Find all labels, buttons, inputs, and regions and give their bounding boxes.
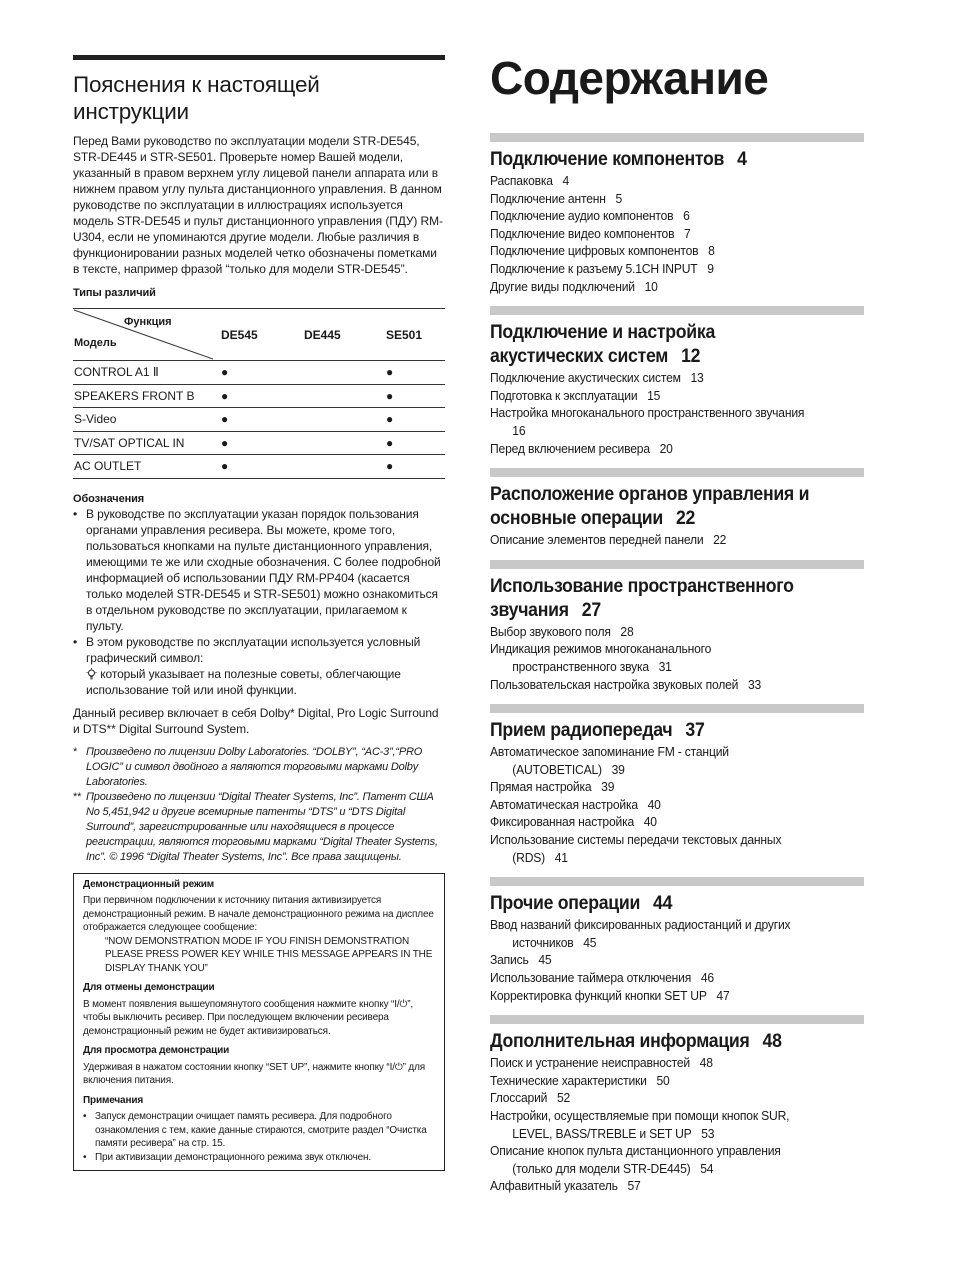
toc-entry-text: Поиск и устранение неисправностей [490,1056,690,1071]
demo-notes-list [83,1110,435,1164]
toc-entry-continuation[interactable] [490,659,886,677]
section-page-number: 4 [737,149,747,170]
toc-section [490,133,864,296]
toc-entry-text: Описание элементов передней панели [490,533,704,548]
table-cell: ● [384,455,445,479]
toc-entry[interactable] [490,1178,863,1196]
toc-entry-text: Подключение видео компонентов [490,226,675,241]
toc-entry[interactable] [490,226,863,244]
toc-entry-page: 57 [627,1179,641,1194]
demo-cancel-text: В момент появления вышеупомянутого сообщения нажмите кнопку “I/⏻”, чтобы выключить ресивер. При последующем включении ресивера демонстрационный режим не будет активизироваться. [83,998,414,1037]
notation-list [73,506,445,698]
table-corner-cell [73,309,213,361]
intro-paragraph: Перед Вами руководство по эксплуатации модели STR-DE545, STR-DE445 и STR-SE501. Проверьте номер Вашей модели, указанный в правом верхнем углу лицевой панели аппарата или в нижнем правом углу пульта дистанционного управления. В данном руководстве по эксплуатации в иллюстрациях используется модель STR-DE545 и пульт дистанционного управления (ПДУ) RM-U304, если не упоминаются другие модели. Любые различия в функционировании разных моделей четко обозначены пометками в тексте, например фразой “только для модели STR-DE545”. [73,134,443,276]
toc-entry-text: Использование таймера отключения [490,971,692,986]
toc-entry[interactable] [490,744,863,762]
differences-table [73,308,445,479]
section-divider-bar [490,704,864,713]
section-page-number: 27 [581,599,601,621]
section-divider-bar [490,468,864,477]
bullet-icon: • [83,1111,87,1122]
section-title[interactable] [490,1030,862,1054]
toc-entry-text: источников [512,935,574,950]
toc-entry-continuation[interactable] [490,850,886,868]
toc-entry-text: Настройка многоканального пространственного звучания [490,406,805,421]
toc-entry[interactable] [490,779,863,797]
section-divider-bar [490,877,864,886]
table-row [73,361,445,385]
toc-sections [490,133,864,1196]
section-title-text: основные операции [490,508,663,530]
demo-view-heading: Для просмотра демонстрации [83,1045,230,1056]
toc-entry[interactable] [490,370,863,388]
footnote-mark: * [73,745,78,758]
row-label: TV/SAT OPTICAL IN [73,431,213,455]
toc-entry-page: 22 [713,533,727,548]
section-title-text: звучания [490,599,569,621]
toc-entry-continuation[interactable] [490,762,886,780]
section-title-text: Использование пространственного [490,575,794,597]
toc-entry-text: Описание кнопок пульта дистанционного управления [490,1144,781,1159]
toc-entry-text: Автоматическое запоминание FM - станций [490,745,729,760]
section-page-number: 44 [653,893,673,915]
section-title[interactable] [490,575,862,623]
list-item [83,1151,435,1165]
toc-entry-text: Глоссарий [490,1091,548,1106]
toc-entry[interactable] [490,191,863,209]
demo-view-text: Удерживая в нажатом состоянии кнопку “SET UP”, нажмите кнопку “I/⏻” для включения питания. [83,1061,426,1086]
toc-entry-text: Ввод названий фиксированных радиостанций и других [490,918,791,933]
toc-entry[interactable] [490,917,863,935]
toc-entry-page: 46 [700,971,714,986]
toc-entry[interactable] [490,405,863,423]
table-cell: ● [384,431,445,455]
toc-entry[interactable] [490,624,863,642]
section-divider-bar [490,1015,864,1024]
notation-text: В этом руководстве по эксплуатации используется условный графический символ: [86,634,421,665]
section-page-number: 12 [681,346,701,368]
left-title-line2: инструкции [73,99,189,124]
demo-message: “NOW DEMONSTRATION MODE IF YOU FINISH DEMONSTRATION PLEASE PRESS POWER KEY WHILE THIS MESSAGE APPEARS IN THE DISPLAY THANK YOU” [105,935,433,974]
toc-entry-page: 48 [699,1056,713,1071]
toc-section [490,877,864,1005]
toc-entry-page: 41 [554,850,568,865]
toc-entry-page: 31 [658,659,672,674]
toc-entry-text: Другие виды подключений [490,279,635,294]
toc-entry-text: Пользовательская настройка звуковых полей [490,677,739,692]
toc-entry-text: Использование системы передачи текстовых данных [490,833,782,848]
table-cell: ● [213,431,304,455]
section-title-text: Прочие операции [490,893,641,915]
toc-entry[interactable] [490,797,863,815]
toc-entry-text: Подключение антенн [490,191,606,206]
left-title [73,71,445,125]
differences-heading: Типы различий [73,287,156,299]
section-page-number: 22 [676,508,696,530]
toc-entry-text: пространственного звука [512,659,649,674]
toc-section [490,704,864,867]
toc-entry[interactable] [490,970,863,988]
toc-entry-page: 33 [747,677,762,692]
footnote-text: Произведено по лицензии Dolby Laboratories. “DOLBY”, “AC-3”,“PRO LOGIC” и символ двойного а являются торговыми марками Dolby Laboratories. [86,745,423,788]
table-cell: ● [213,384,304,408]
toc-entry[interactable] [490,441,863,459]
section-page-number: 37 [685,720,705,742]
toc-entry-page: 39 [601,780,615,795]
toc-entry-page: 45 [538,953,552,968]
corner-function-label: Функция [124,316,172,328]
section-title-text: Прием радиопередач [490,720,673,742]
section-title-text: Подключение и настройка [490,322,716,344]
footnote-dolby [73,745,445,790]
toc-entry-continuation[interactable] [490,1161,886,1179]
demo-mode-box [73,873,445,1172]
toc-entry-page: 50 [656,1073,670,1088]
row-label: AC OUTLET [73,455,213,479]
toc-entry-text: Прямая настройка [490,780,592,795]
bullet-icon: • [83,1151,87,1163]
toc-entry-page: 40 [647,797,661,812]
table-cell: ● [384,408,445,432]
table-header-row [73,309,445,361]
section-title[interactable] [490,719,862,743]
toc-entry-text: Подключение к разъему 5.1CH INPUT [490,261,698,276]
toc-entry[interactable] [490,532,863,550]
toc-entry[interactable] [490,243,863,261]
notation-text: который указывает на полезные советы, облегчающие использование той или иной функции. [86,666,401,697]
toc-entry-continuation[interactable] [490,423,886,441]
toc-entry-page: 20 [659,441,673,456]
toc-entry-text: (RDS) [512,850,546,865]
toc-entry[interactable] [490,1073,863,1091]
toc-entry-text: (AUTOBETICAL) [512,762,602,777]
demo-heading: Демонстрационный режим [83,878,215,890]
table-cell: ● [213,408,304,432]
section-title[interactable] [490,892,862,916]
list-item [73,506,445,634]
demo-text: При первичном подключении к источнику питания активизируется демонстрационный режим. В начале демонстрационного режима на дисплее отображается следующее сообщение: [83,895,434,933]
toc-entry-text: Подключение цифровых компонентов [490,244,699,259]
toc-entry-text: Индикация режимов многокананального [490,642,712,657]
toc-entry[interactable] [490,641,863,659]
section-divider-bar [490,560,864,569]
table-of-contents [490,52,864,1206]
toc-entry-page: 54 [700,1161,714,1176]
section-title-text: Расположение органов управления и [490,484,810,506]
table-cell [304,455,384,479]
toc-entry-text: Подготовка к эксплуатации [490,388,638,403]
toc-entry-page: 16 [512,423,526,438]
toc-entry-page: 13 [690,371,704,386]
toc-entry-page: 5 [615,191,623,206]
toc-entry-text: Автоматическая настройка [490,797,638,812]
toc-section [490,560,864,694]
demo-notes-heading: Примечания [83,1094,144,1106]
toc-entry[interactable] [490,1055,863,1073]
list-item [73,634,445,698]
toc-entry-continuation[interactable] [490,935,886,953]
row-label: SPEAKERS FRONT B [73,384,213,408]
list-item [83,1110,435,1151]
toc-entry-text: Перед включением ресивера [490,441,650,456]
table-row [73,384,445,408]
table-cell: ● [384,361,445,385]
toc-entry-text: Запись [490,953,529,968]
toc-entry-page: 39 [611,762,625,777]
toc-entry-text: Технические характеристики [490,1073,647,1088]
toc-entry[interactable] [490,677,863,695]
footnote-dts [73,790,445,865]
row-label: CONTROL A1 Ⅱ [73,361,213,385]
table-cell: ● [384,384,445,408]
section-title[interactable] [490,321,862,369]
notation-text: В руководстве по эксплуатации указан порядок пользования органами управления ресивера. Вы можете, кроме того, пользоваться кнопками на пульте дистанционного управления, имеющими те же или сходные обозначения. С более подробной информацией об использовании ПДУ RM-PP404 (касается только моделей STR-DE545 и STR-SE501) можно ознакомиться в отдельном руководстве по эксплуатации, прилагаемом к пульту. [86,506,441,633]
toc-section [490,1015,864,1196]
demo-note: Запуск демонстрации очищает память ресивера. Для подробного ознакомления с тем, какие данные стираются, смотрите раздел “Очистка памяти ресивера” на стр. 15. [95,1111,427,1149]
toc-entry-text: LEVEL, BASS/TREBLE и SET UP [512,1126,692,1141]
column-header: DE545 [213,309,304,361]
toc-entry[interactable] [490,1108,863,1126]
toc-entry-page: 4 [562,174,570,188]
section-page-number: 48 [762,1031,782,1053]
toc-entry-page: 28 [620,624,634,639]
toc-entry[interactable] [490,988,863,1006]
table-row [73,455,445,479]
table-cell [304,431,384,455]
toc-entry-page: 7 [684,226,691,241]
table-cell: ● [213,361,304,385]
section-title[interactable] [490,483,862,531]
section-divider-bar [490,133,864,142]
toc-section [490,306,864,458]
toc-entry-text: Подключение акустических систем [490,371,681,386]
section-title-text: акустических систем [490,346,669,368]
row-label: S-Video [73,408,213,432]
toc-entry-page: 47 [716,988,730,1003]
table-cell: ● [213,455,304,479]
toc-entry-text: Распаковка [490,174,553,188]
toc-entry-text: Настройки, осуществляемые при помощи кнопок SUR, [490,1109,790,1123]
table-cell [304,408,384,432]
toc-entry-page: 10 [644,279,658,294]
toc-entry[interactable] [490,388,863,406]
footnote-mark: ** [73,790,82,803]
dolby-paragraph: Данный ресивер включает в себя Dolby* Digital, Pro Logic Surround и DTS** Digital Surround System. [73,705,439,736]
toc-entry[interactable] [490,173,863,191]
corner-model-label: Модель [74,337,117,349]
toc-entry-page: 53 [701,1126,715,1141]
table-cell [304,361,384,385]
demo-cancel-heading: Для отмены демонстрации [83,982,215,993]
toc-entry[interactable] [490,208,863,226]
toc-entry[interactable] [490,832,863,850]
toc-entry-text: Корректировка функций кнопки SET UP [490,988,707,1003]
table-cell [304,384,384,408]
toc-entry-text: (только для модели STR-DE445) [512,1161,691,1176]
toc-entry-continuation[interactable] [490,1126,886,1144]
toc-entry-page: 8 [708,244,715,259]
page-title: Содержание [490,52,769,104]
toc-section [490,468,864,550]
section-title[interactable] [490,148,862,172]
column-header: DE445 [304,309,384,361]
table-row [73,408,445,432]
toc-entry-text: Фиксированная настройка [490,815,635,830]
toc-entry-page: 6 [683,209,690,224]
column-header: SE501 [384,309,445,361]
toc-entry-text: Алфавитный указатель [490,1179,618,1194]
toc-entry[interactable] [490,814,863,832]
toc-entry-page: 9 [707,261,714,276]
toc-entry[interactable] [490,1143,863,1161]
toc-entry-text: Подключение аудио компонентов [490,209,674,224]
section-title-text: Дополнительная информация [490,1031,750,1053]
section-divider-bar [490,306,864,315]
toc-entry[interactable] [490,1090,863,1108]
toc-entry-page: 52 [556,1091,571,1106]
footnote-text: Произведено по лицензии “Digital Theater Systems, Inc”. Патент США No 5,451,942 и другие всемирные патенты “DTS” и “DTS Digital Surround”, зарегистрированные или находящиеся в процессе регистрации, являются торговыми марками “Digital Theater Systems, Inc”. © 1996 “Digital Theater Systems, Inc”. Все права защищены. [86,790,438,863]
toc-entry[interactable] [490,261,863,279]
toc-entry[interactable] [490,279,863,297]
notation-heading: Обозначения [73,492,145,505]
table-row [73,431,445,455]
section-title-text: Подключение компонентов [490,149,725,170]
toc-entry-page: 45 [583,935,597,950]
demo-note: При активизации демонстрационного режима звук отключен. [95,1151,372,1163]
toc-entry[interactable] [490,952,863,970]
bullet-icon: • [73,634,78,649]
left-title-line1: Пояснения к настоящей [73,72,320,97]
hint-lightbulb-icon [86,668,97,680]
toc-entry-page: 40 [643,815,657,830]
toc-entry-page: 15 [647,388,661,403]
bullet-icon: • [73,506,78,521]
left-column [73,55,445,1171]
toc-entry-text: Выбор звукового поля [490,624,611,639]
